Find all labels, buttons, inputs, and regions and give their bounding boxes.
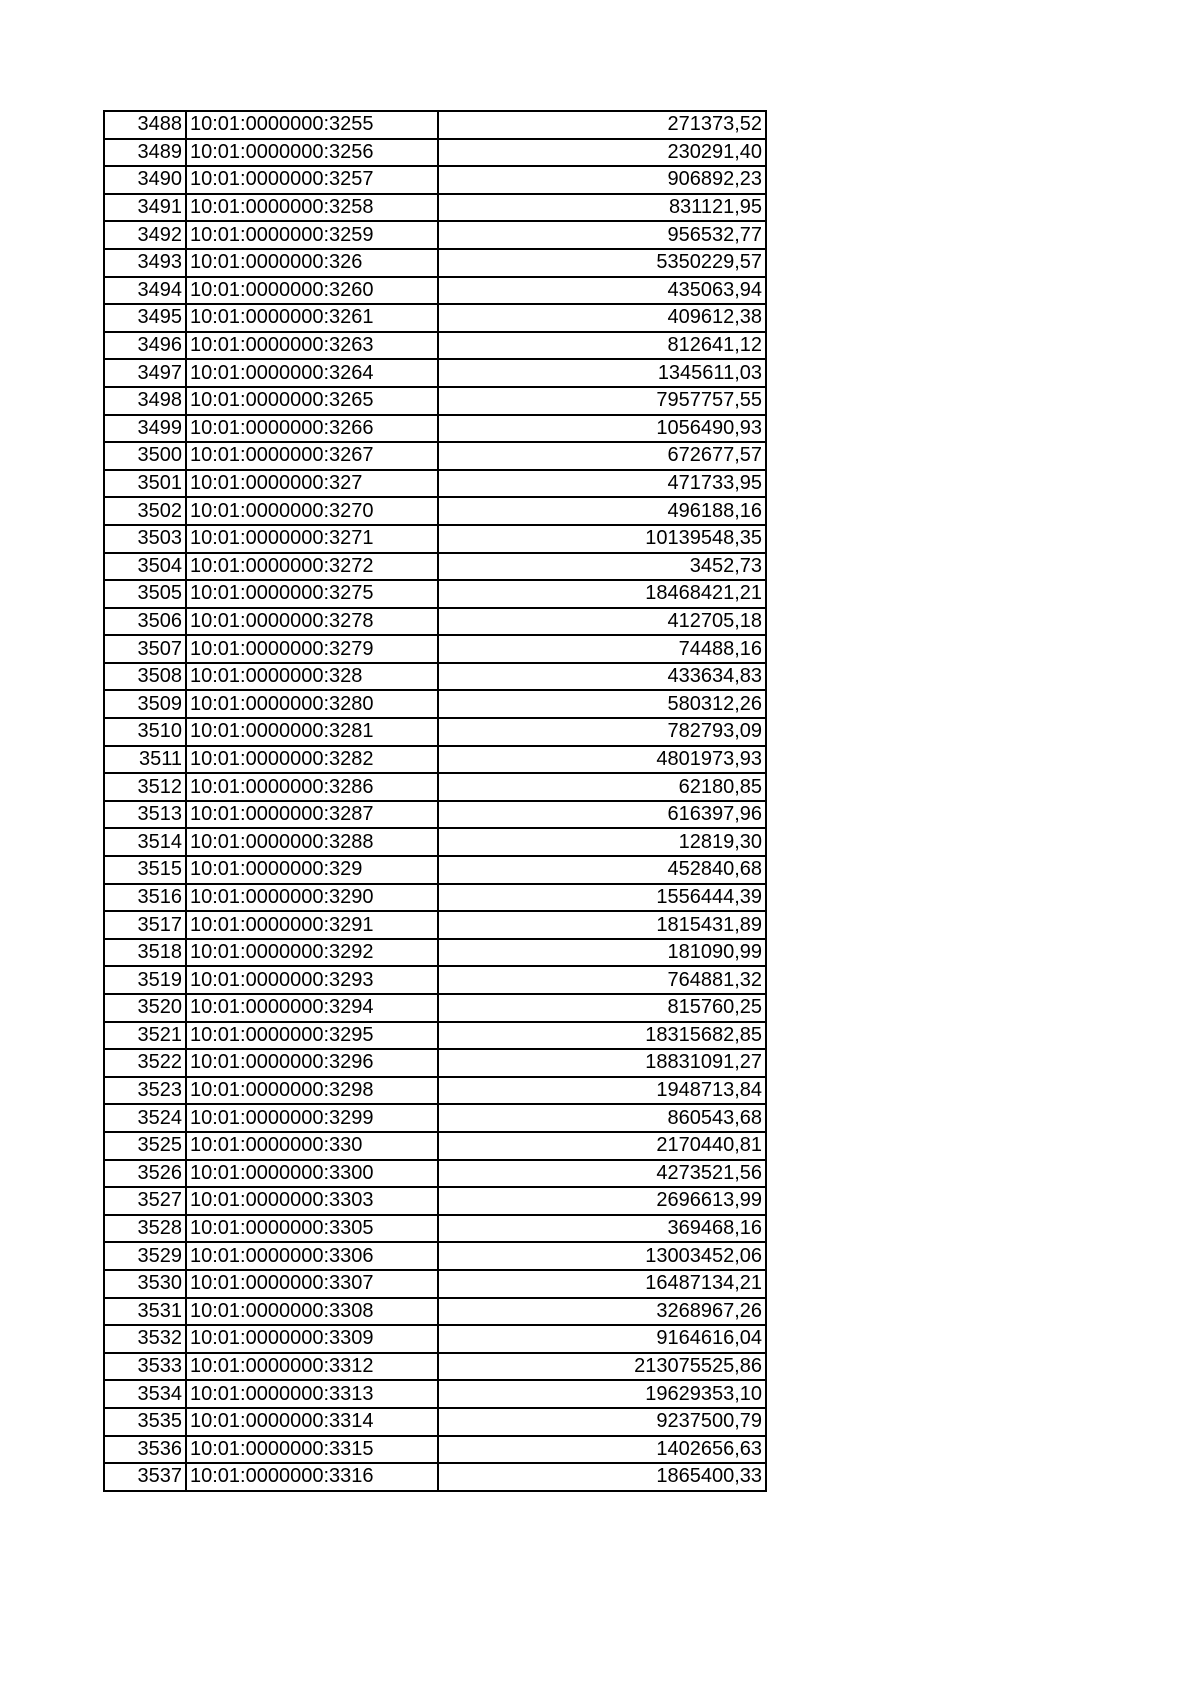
amount-cell: 496188,16 xyxy=(438,497,766,525)
amount-cell: 452840,68 xyxy=(438,856,766,884)
row-number-cell: 3522 xyxy=(104,1049,186,1077)
table-row xyxy=(104,801,766,829)
amount-cell: 1865400,33 xyxy=(438,1463,766,1491)
row-number-cell: 3533 xyxy=(104,1353,186,1381)
row-number-cell: 3491 xyxy=(104,194,186,222)
cadastral-code-cell: 10:01:0000000:3316 xyxy=(186,1463,438,1491)
row-number-cell: 3531 xyxy=(104,1298,186,1326)
cadastral-code-cell: 10:01:0000000:3267 xyxy=(186,442,438,470)
amount-cell: 435063,94 xyxy=(438,277,766,305)
table-row xyxy=(104,635,766,663)
cadastral-code-cell: 10:01:0000000:3296 xyxy=(186,1049,438,1077)
cadastral-code-cell: 10:01:0000000:3295 xyxy=(186,1022,438,1050)
cadastral-code-cell: 10:01:0000000:3259 xyxy=(186,221,438,249)
table-body xyxy=(104,111,766,1491)
amount-cell: 4801973,93 xyxy=(438,746,766,774)
table-row xyxy=(104,884,766,912)
row-number-cell: 3511 xyxy=(104,746,186,774)
table-row xyxy=(104,663,766,691)
cadastral-code-cell: 10:01:0000000:3293 xyxy=(186,966,438,994)
table-row xyxy=(104,221,766,249)
row-number-cell: 3507 xyxy=(104,635,186,663)
amount-cell: 181090,99 xyxy=(438,939,766,967)
amount-cell: 4273521,56 xyxy=(438,1160,766,1188)
row-number-cell: 3496 xyxy=(104,332,186,360)
amount-cell: 409612,38 xyxy=(438,304,766,332)
table-row xyxy=(104,1077,766,1105)
amount-cell: 18468421,21 xyxy=(438,580,766,608)
row-number-cell: 3536 xyxy=(104,1436,186,1464)
amount-cell: 5350229,57 xyxy=(438,249,766,277)
cadastral-code-cell: 10:01:0000000:3265 xyxy=(186,387,438,415)
cadastral-code-cell: 10:01:0000000:3300 xyxy=(186,1160,438,1188)
cadastral-code-cell: 10:01:0000000:326 xyxy=(186,249,438,277)
amount-cell: 3268967,26 xyxy=(438,1298,766,1326)
cadastral-code-cell: 10:01:0000000:3314 xyxy=(186,1408,438,1436)
row-number-cell: 3519 xyxy=(104,966,186,994)
amount-cell: 812641,12 xyxy=(438,332,766,360)
cadastral-code-cell: 10:01:0000000:3255 xyxy=(186,111,438,139)
table-row xyxy=(104,580,766,608)
row-number-cell: 3537 xyxy=(104,1463,186,1491)
cadastral-code-cell: 10:01:0000000:3287 xyxy=(186,801,438,829)
amount-cell: 19629353,10 xyxy=(438,1380,766,1408)
table-row xyxy=(104,828,766,856)
amount-cell: 7957757,55 xyxy=(438,387,766,415)
amount-cell: 213075525,86 xyxy=(438,1353,766,1381)
row-number-cell: 3512 xyxy=(104,773,186,801)
table-row xyxy=(104,166,766,194)
table-row xyxy=(104,1049,766,1077)
table-row xyxy=(104,1325,766,1353)
cadastral-code-cell: 10:01:0000000:3280 xyxy=(186,690,438,718)
table-row xyxy=(104,497,766,525)
cadastral-code-cell: 10:01:0000000:3294 xyxy=(186,994,438,1022)
amount-cell: 18831091,27 xyxy=(438,1049,766,1077)
row-number-cell: 3516 xyxy=(104,884,186,912)
amount-cell: 906892,23 xyxy=(438,166,766,194)
row-number-cell: 3517 xyxy=(104,911,186,939)
amount-cell: 2696613,99 xyxy=(438,1187,766,1215)
table-row xyxy=(104,277,766,305)
cadastral-code-cell: 10:01:0000000:3286 xyxy=(186,773,438,801)
table-row xyxy=(104,304,766,332)
table-row xyxy=(104,1270,766,1298)
cadastral-code-cell: 10:01:0000000:3290 xyxy=(186,884,438,912)
table-row xyxy=(104,332,766,360)
cadastral-code-cell: 10:01:0000000:3306 xyxy=(186,1242,438,1270)
row-number-cell: 3513 xyxy=(104,801,186,829)
cadastral-code-cell: 10:01:0000000:3298 xyxy=(186,1077,438,1105)
amount-cell: 1948713,84 xyxy=(438,1077,766,1105)
amount-cell: 471733,95 xyxy=(438,470,766,498)
amount-cell: 74488,16 xyxy=(438,635,766,663)
row-number-cell: 3509 xyxy=(104,690,186,718)
table-row xyxy=(104,1436,766,1464)
row-number-cell: 3488 xyxy=(104,111,186,139)
table-row xyxy=(104,1298,766,1326)
table-row xyxy=(104,1160,766,1188)
amount-cell: 9164616,04 xyxy=(438,1325,766,1353)
table-row xyxy=(104,1353,766,1381)
cadastral-code-cell: 10:01:0000000:3264 xyxy=(186,359,438,387)
table-row xyxy=(104,1242,766,1270)
row-number-cell: 3526 xyxy=(104,1160,186,1188)
cadastral-code-cell: 10:01:0000000:3272 xyxy=(186,553,438,581)
amount-cell: 9237500,79 xyxy=(438,1408,766,1436)
row-number-cell: 3532 xyxy=(104,1325,186,1353)
row-number-cell: 3514 xyxy=(104,828,186,856)
cadastral-code-cell: 10:01:0000000:3291 xyxy=(186,911,438,939)
table-row xyxy=(104,553,766,581)
table-row xyxy=(104,994,766,1022)
table-row xyxy=(104,249,766,277)
cadastral-code-cell: 10:01:0000000:328 xyxy=(186,663,438,691)
row-number-cell: 3534 xyxy=(104,1380,186,1408)
table-row xyxy=(104,1463,766,1491)
amount-cell: 16487134,21 xyxy=(438,1270,766,1298)
amount-cell: 230291,40 xyxy=(438,139,766,167)
row-number-cell: 3502 xyxy=(104,497,186,525)
row-number-cell: 3500 xyxy=(104,442,186,470)
row-number-cell: 3499 xyxy=(104,415,186,443)
amount-cell: 271373,52 xyxy=(438,111,766,139)
amount-cell: 860543,68 xyxy=(438,1104,766,1132)
amount-cell: 18315682,85 xyxy=(438,1022,766,1050)
row-number-cell: 3506 xyxy=(104,608,186,636)
table-row xyxy=(104,1380,766,1408)
row-number-cell: 3508 xyxy=(104,663,186,691)
amount-cell: 1402656,63 xyxy=(438,1436,766,1464)
amount-cell: 831121,95 xyxy=(438,194,766,222)
cadastral-code-cell: 10:01:0000000:3263 xyxy=(186,332,438,360)
row-number-cell: 3530 xyxy=(104,1270,186,1298)
table-row xyxy=(104,1215,766,1243)
row-number-cell: 3505 xyxy=(104,580,186,608)
row-number-cell: 3515 xyxy=(104,856,186,884)
cadastral-code-cell: 10:01:0000000:330 xyxy=(186,1132,438,1160)
row-number-cell: 3525 xyxy=(104,1132,186,1160)
cadastral-code-cell: 10:01:0000000:3275 xyxy=(186,580,438,608)
amount-cell: 412705,18 xyxy=(438,608,766,636)
data-table xyxy=(103,110,767,1492)
amount-cell: 2170440,81 xyxy=(438,1132,766,1160)
table-row xyxy=(104,1408,766,1436)
cadastral-code-cell: 10:01:0000000:3256 xyxy=(186,139,438,167)
amount-cell: 815760,25 xyxy=(438,994,766,1022)
row-number-cell: 3528 xyxy=(104,1215,186,1243)
row-number-cell: 3524 xyxy=(104,1104,186,1132)
table-row xyxy=(104,856,766,884)
row-number-cell: 3492 xyxy=(104,221,186,249)
row-number-cell: 3529 xyxy=(104,1242,186,1270)
row-number-cell: 3520 xyxy=(104,994,186,1022)
row-number-cell: 3497 xyxy=(104,359,186,387)
table-row xyxy=(104,1104,766,1132)
cadastral-code-cell: 10:01:0000000:3308 xyxy=(186,1298,438,1326)
amount-cell: 12819,30 xyxy=(438,828,766,856)
row-number-cell: 3489 xyxy=(104,139,186,167)
amount-cell: 956532,77 xyxy=(438,221,766,249)
amount-cell: 369468,16 xyxy=(438,1215,766,1243)
table-row xyxy=(104,111,766,139)
row-number-cell: 3498 xyxy=(104,387,186,415)
amount-cell: 62180,85 xyxy=(438,773,766,801)
row-number-cell: 3535 xyxy=(104,1408,186,1436)
amount-cell: 1345611,03 xyxy=(438,359,766,387)
row-number-cell: 3518 xyxy=(104,939,186,967)
cadastral-code-cell: 10:01:0000000:327 xyxy=(186,470,438,498)
row-number-cell: 3501 xyxy=(104,470,186,498)
table-row xyxy=(104,470,766,498)
cadastral-code-cell: 10:01:0000000:3305 xyxy=(186,1215,438,1243)
table-row xyxy=(104,194,766,222)
amount-cell: 580312,26 xyxy=(438,690,766,718)
amount-cell: 10139548,35 xyxy=(438,525,766,553)
table-row xyxy=(104,1132,766,1160)
cadastral-code-cell: 10:01:0000000:3270 xyxy=(186,497,438,525)
table-row xyxy=(104,966,766,994)
cadastral-code-cell: 10:01:0000000:3315 xyxy=(186,1436,438,1464)
table-row xyxy=(104,690,766,718)
cadastral-code-cell: 10:01:0000000:3266 xyxy=(186,415,438,443)
table-row xyxy=(104,608,766,636)
table-row xyxy=(104,911,766,939)
table-row xyxy=(104,387,766,415)
amount-cell: 1556444,39 xyxy=(438,884,766,912)
table-row xyxy=(104,1187,766,1215)
amount-cell: 1056490,93 xyxy=(438,415,766,443)
cadastral-code-cell: 10:01:0000000:3299 xyxy=(186,1104,438,1132)
row-number-cell: 3495 xyxy=(104,304,186,332)
table-row xyxy=(104,746,766,774)
table-row xyxy=(104,773,766,801)
cadastral-code-cell: 10:01:0000000:3313 xyxy=(186,1380,438,1408)
amount-cell: 782793,09 xyxy=(438,718,766,746)
row-number-cell: 3493 xyxy=(104,249,186,277)
cadastral-code-cell: 10:01:0000000:3260 xyxy=(186,277,438,305)
table-row xyxy=(104,1022,766,1050)
amount-cell: 433634,83 xyxy=(438,663,766,691)
cadastral-code-cell: 10:01:0000000:3271 xyxy=(186,525,438,553)
row-number-cell: 3510 xyxy=(104,718,186,746)
cadastral-code-cell: 10:01:0000000:3288 xyxy=(186,828,438,856)
cadastral-code-cell: 10:01:0000000:3303 xyxy=(186,1187,438,1215)
amount-cell: 1815431,89 xyxy=(438,911,766,939)
cadastral-code-cell: 10:01:0000000:3281 xyxy=(186,718,438,746)
row-number-cell: 3523 xyxy=(104,1077,186,1105)
cadastral-code-cell: 10:01:0000000:3261 xyxy=(186,304,438,332)
cadastral-code-cell: 10:01:0000000:3258 xyxy=(186,194,438,222)
row-number-cell: 3521 xyxy=(104,1022,186,1050)
table-row xyxy=(104,442,766,470)
amount-cell: 616397,96 xyxy=(438,801,766,829)
amount-cell: 3452,73 xyxy=(438,553,766,581)
amount-cell: 672677,57 xyxy=(438,442,766,470)
table-row xyxy=(104,415,766,443)
row-number-cell: 3503 xyxy=(104,525,186,553)
row-number-cell: 3494 xyxy=(104,277,186,305)
row-number-cell: 3504 xyxy=(104,553,186,581)
table-row xyxy=(104,359,766,387)
row-number-cell: 3527 xyxy=(104,1187,186,1215)
table-row xyxy=(104,525,766,553)
table-row xyxy=(104,939,766,967)
table-row xyxy=(104,718,766,746)
cadastral-code-cell: 10:01:0000000:3309 xyxy=(186,1325,438,1353)
row-number-cell: 3490 xyxy=(104,166,186,194)
cadastral-code-cell: 10:01:0000000:3307 xyxy=(186,1270,438,1298)
amount-cell: 764881,32 xyxy=(438,966,766,994)
cadastral-code-cell: 10:01:0000000:3282 xyxy=(186,746,438,774)
cadastral-code-cell: 10:01:0000000:3278 xyxy=(186,608,438,636)
amount-cell: 13003452,06 xyxy=(438,1242,766,1270)
cadastral-code-cell: 10:01:0000000:329 xyxy=(186,856,438,884)
cadastral-code-cell: 10:01:0000000:3279 xyxy=(186,635,438,663)
cadastral-code-cell: 10:01:0000000:3257 xyxy=(186,166,438,194)
cadastral-code-cell: 10:01:0000000:3312 xyxy=(186,1353,438,1381)
cadastral-code-cell: 10:01:0000000:3292 xyxy=(186,939,438,967)
table-row xyxy=(104,139,766,167)
